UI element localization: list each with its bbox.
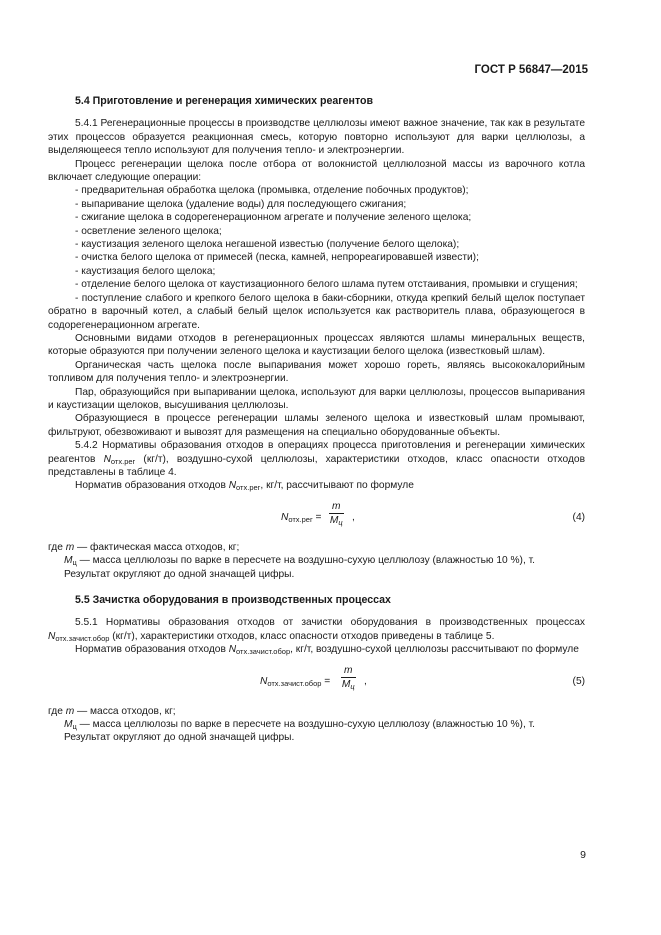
section-5-4-title: 5.4 Приготовление и регенерация химических реагентов [75, 95, 373, 107]
list-item: - каустизация зеленого щелока негашеной известью (получение белого щелока); [75, 239, 460, 251]
definition: $M_ц$ — масса целлюлозы по варке в пересчете на воздушно-сухую целлюлозу (влажностью 10 %), т. [64, 555, 535, 568]
list-item: - предварительная обработка щелока (промывка, отделение побочных продуктов); [75, 185, 469, 197]
rounding-note: Результат округляют до одной значащей цифры. [64, 568, 295, 580]
formula-lhs: $N_{отх.рег}$ = [281, 511, 322, 524]
formula-comma: , [364, 675, 367, 687]
formula-fraction: m $M_ц$ [341, 664, 355, 692]
rounding-note: Результат округляют до одной значащей цифры. [64, 732, 295, 744]
list-item: - сжигание щелока в содорегенерационном агрегате и получение зеленого щелока; [75, 212, 472, 224]
list-item: - осветление зеленого щелока; [75, 225, 222, 237]
definition: $M_ц$ — масса целлюлозы по варке в пересчете на воздушно-сухую целлюлозу (влажностью 10 %), т. [64, 719, 535, 732]
list-item: - поступление слабого и крепкого белого щелока в баки-сборники, откуда крепкий белый щелок поступает обратно в варочный котел, а слабый белый щелок используется как растворитель плава, образующегося в содорегенерационном агрегате. [48, 292, 585, 331]
paragraph: Норматив образования отходов $N_{отх.рег}$, кг/т, рассчитывают по формуле [75, 480, 414, 493]
formula-5 [48, 663, 585, 701]
definition: где m — масса отходов, кг; [48, 705, 176, 717]
list-item: - очистка белого щелока от примесей (песка, камней, непрореагировавшей извести); [75, 252, 479, 264]
paragraph: 5.5.1 Нормативы образования отходов от зачистки оборудования в производственных процессах $N_{отх.зачист.обор}$ (кг/т), характеристики отходов, класс опасности отходов приведены в таблице 5. [48, 617, 585, 643]
formula-number: (5) [572, 675, 585, 687]
definition: где m — фактическая масса отходов, кг; [48, 541, 240, 553]
formula-fraction: m $M_ц$ [329, 500, 343, 528]
list-item: - отделение белого щелока от каустизационного белого шлама путем отстаивания, промывки и сгущения; [75, 279, 578, 291]
paragraph: 5.4.1 Регенерационные процессы в производстве целлюлозы имеют важное значение, так как в результате этих процессов образуется реакционная смесь, которую повторно используют для варки целлюлозы, а выделяющееся тепло используют для получения тепло- и электроэнергии. [48, 118, 585, 157]
formula-definitions [48, 705, 585, 745]
formula-number: (4) [572, 511, 585, 523]
paragraph: Основными видами отходов в регенерационных процессах являются шламы минеральных веществ, которые образуются при получении зеленого щелока и каустизации белого щелока (известковый шлам). [48, 332, 585, 358]
formula-comma: , [352, 511, 355, 523]
paragraph: Процесс регенерации щелока после отбора от волокнистой целлюлозной массы из варочного котла включает следующие операции: [48, 158, 585, 184]
standard-header: ГОСТ Р 56847—2015 [474, 64, 588, 76]
page-content [48, 95, 585, 745]
list-item: - каустизация белого щелока; [75, 265, 216, 277]
paragraph: Образующиеся в процессе регенерации шламы зеленого щелока и известковый шлам промывают, фильтруют, обезвоживают и вывозят для размещения на специально оборудованные объекты. [48, 413, 585, 438]
section-5-5-title: 5.5 Зачистка оборудования в производственных процессах [75, 594, 391, 606]
list-item: - выпаривание щелока (удаление воды) для последующего сжигания; [75, 198, 407, 210]
paragraph: 5.4.2 Нормативы образования отходов в операциях процесса приготовления и регенерации химических реагентов $N_{отх.рег}$ (кг/т), воздушно-сухой целлюлозы, характеристики отходов, класс опасности отходов представлены в таблице 4. [48, 440, 585, 478]
page-number: 9 [580, 849, 586, 861]
paragraph: Пар, образующийся при выпаривании щелока, используют для варки целлюлозы, процессов выпаривания и каустизации щелоков, высушивания целлюлозы. [48, 386, 585, 411]
paragraph: Органическая часть щелока после выпаривания может хорошо гореть, являясь высококалорийным топливом для получения тепло- и электроэнергии. [48, 359, 585, 385]
paragraph: Норматив образования отходов $N_{отх.зачист.обор}$, кг/т, воздушно-сухой целлюлозы рассчитывают по формуле [75, 644, 579, 657]
formula-lhs: $N_{отх.зачист.обор}$ = [260, 675, 331, 688]
formula-definitions [48, 541, 585, 581]
formula-4 [48, 499, 585, 537]
